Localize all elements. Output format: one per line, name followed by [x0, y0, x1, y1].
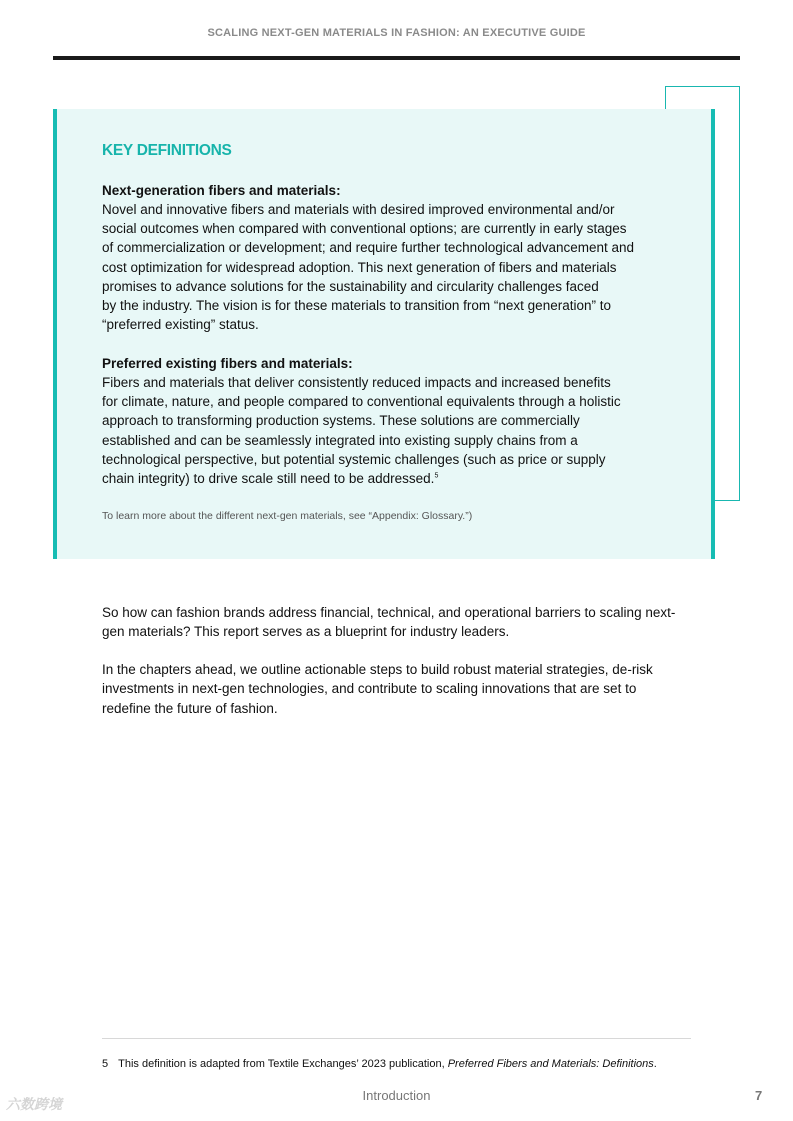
footnote-rule [102, 1038, 691, 1039]
footnote-number: 5 [102, 1058, 109, 1070]
definition-body-preferred-existing [102, 373, 662, 488]
definition-line: promises to advance solutions for the sustainability and circularity challenges faced [102, 278, 599, 294]
body-line: In the chapters ahead, we outline actionable steps to build robust material strategies, de-risk [102, 662, 653, 677]
definition-line: technological perspective, but potential systemic challenges (such as price or supply [102, 451, 606, 467]
definition-line: by the industry. The vision is for these materials to transition from “next generation” to [102, 298, 611, 314]
body-paragraph-2 [102, 660, 702, 718]
footnote-publication-title: Preferred Fibers and Materials: Definitions [447, 1058, 654, 1070]
definition-line [102, 469, 662, 488]
footnote-5 [102, 1058, 657, 1070]
definition-term-next-gen: Next-generation fibers and materials: [102, 183, 341, 198]
definition-term-preferred-existing: Preferred existing fibers and materials: [102, 356, 353, 371]
definition-body-next-gen [102, 200, 662, 334]
body-line: gen materials? This report serves as a blueprint for industry leaders. [102, 624, 510, 640]
definition-line: cost optimization for widespread adoption. This next generation of fibers and materials [102, 259, 617, 275]
body-line: redefine the future of fashion. [102, 700, 278, 716]
running-header-title: SCALING NEXT-GEN MATERIALS IN FASHION: AN EXECUTIVE GUIDE [207, 27, 586, 39]
definition-line: “preferred existing” status. [102, 317, 259, 333]
body-line: investments in next-gen technologies, and contribute to scaling innovations that are set to [102, 681, 637, 697]
definition-line: social outcomes when compared with conventional options; are currently in early stages [102, 221, 627, 237]
footer-section-name: Introduction [362, 1088, 431, 1103]
key-definitions-heading: KEY DEFINITIONS [102, 142, 232, 159]
page-number: 7 [755, 1088, 763, 1103]
definition-line: approach to transforming production systems. These solutions are commercially [102, 413, 580, 429]
body-line: So how can fashion brands address financial, technical, and operational barriers to scaling next- [102, 605, 676, 620]
footnote-text: This definition is adapted from Textile Exchanges’ 2023 publication, [118, 1058, 448, 1070]
definition-line: Novel and innovative fibers and materials with desired improved environmental and/or [102, 202, 615, 217]
body-paragraph-1 [102, 603, 702, 642]
definition-line: of commercialization or development; and require further technological advancement and [102, 240, 635, 256]
header-rule [53, 56, 740, 60]
glossary-note: To learn more about the different next-gen materials, see “Appendix: Glossary.”) [102, 510, 473, 522]
definition-line: for climate, nature, and people compared to conventional equivalents through a holistic [102, 394, 621, 410]
footnote-end: . [653, 1058, 657, 1070]
definition-line: established and can be seamlessly integrated into existing supply chains from a [102, 432, 578, 448]
watermark-logo: 六数跨境 [6, 1096, 62, 1112]
definition-line-text: chain integrity) to drive scale still need to be addressed. [102, 471, 435, 487]
footnote-reference[interactable]: 5 [434, 472, 439, 480]
key-definitions-box [53, 109, 715, 559]
definition-line: Fibers and materials that deliver consistently reduced impacts and increased benefits [102, 375, 611, 390]
